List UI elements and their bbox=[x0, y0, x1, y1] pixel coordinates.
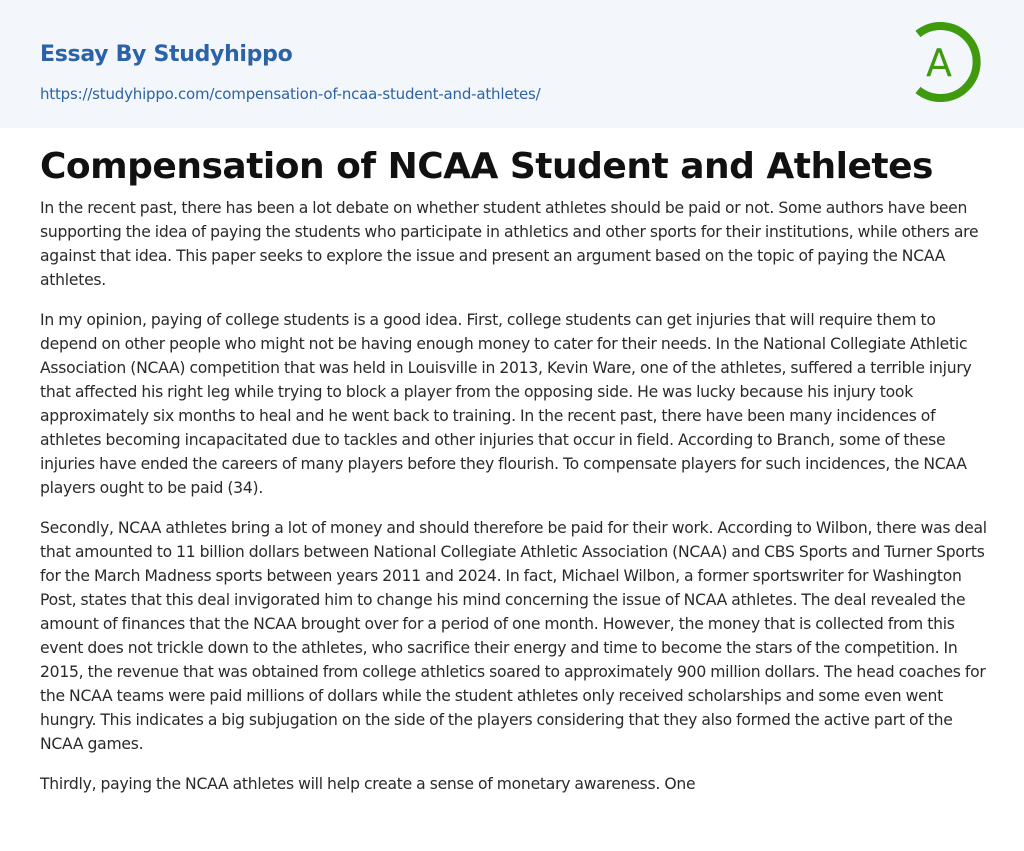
page-title: Compensation of NCAA Student and Athletes bbox=[40, 146, 933, 187]
paragraph: In my opinion, paying of college students is a good idea. First, college students can get injuries that will require them to depend on other people who might not be having enough money to cater for their needs. In the National Collegiate Athletic Association (NCAA) competition that was held in Louisville in 2013, Kevin Ware, one of the athletes, suffered a terrible injury that affected his right leg while trying to block a player from the opposing side. He was lucky because his injury took approximately six months to heal and he went back to training. In the recent past, there have been many incidences of athletes becoming incapacitated due to tackles and other injuries that occur in field. According to Branch, some of these injuries have ended the careers of many players before they flourish. To compensate players for such incidences, the NCAA players ought to be paid (34). bbox=[40, 311, 972, 497]
paragraph: Secondly, NCAA athletes bring a lot of money and should therefore be paid for their work. According to Wilbon, there was deal that amounted to 11 billion dollars between National Collegiate Athletic Association (NCAA) and CBS Sports and Turner Sports for the March Madness sports between years 2011 and 2024. In fact, Michael Wilbon, a former sportswriter for Washington Post, states that this deal invigorated him to change his mind concerning the issue of NCAA athletes. The deal revealed the amount of finances that the NCAA brought over for a period of one month. However, the money that is collected from this event does not trickle down to the athletes, who sacrifice their energy and time to become the stars of the competition. In 2015, the revenue that was obtained from college athletics soared to approximately 900 million dollars. The head coaches for the NCAA teams were paid millions of dollars while the student athletes only received scholarships and some even went hungry. This indicates a big subjugation on the side of the players considering that they also formed the active part of the NCAA games. bbox=[40, 519, 987, 753]
essay-url-link[interactable]: https://studyhippo.com/compensation-of-ncaa-student-and-athletes/ bbox=[40, 85, 541, 103]
site-header bbox=[0, 0, 1024, 128]
brand-title: Essay By Studyhippo bbox=[40, 42, 293, 67]
studyhippo-logo-icon bbox=[906, 18, 986, 106]
paragraph: In the recent past, there has been a lot debate on whether student athletes should be paid or not. Some authors have been supporting the idea of paying the students who participate in athletics and other sports for their institutions, while others are against that idea. This paper seeks to explore the issue and present an argument based on the topic of paying the NCAA athletes. bbox=[40, 199, 979, 289]
svg-text:A: A bbox=[926, 41, 952, 85]
paragraph: Thirdly, paying the NCAA athletes will help create a sense of monetary awareness. One bbox=[40, 775, 696, 793]
essay-body bbox=[40, 196, 988, 812]
